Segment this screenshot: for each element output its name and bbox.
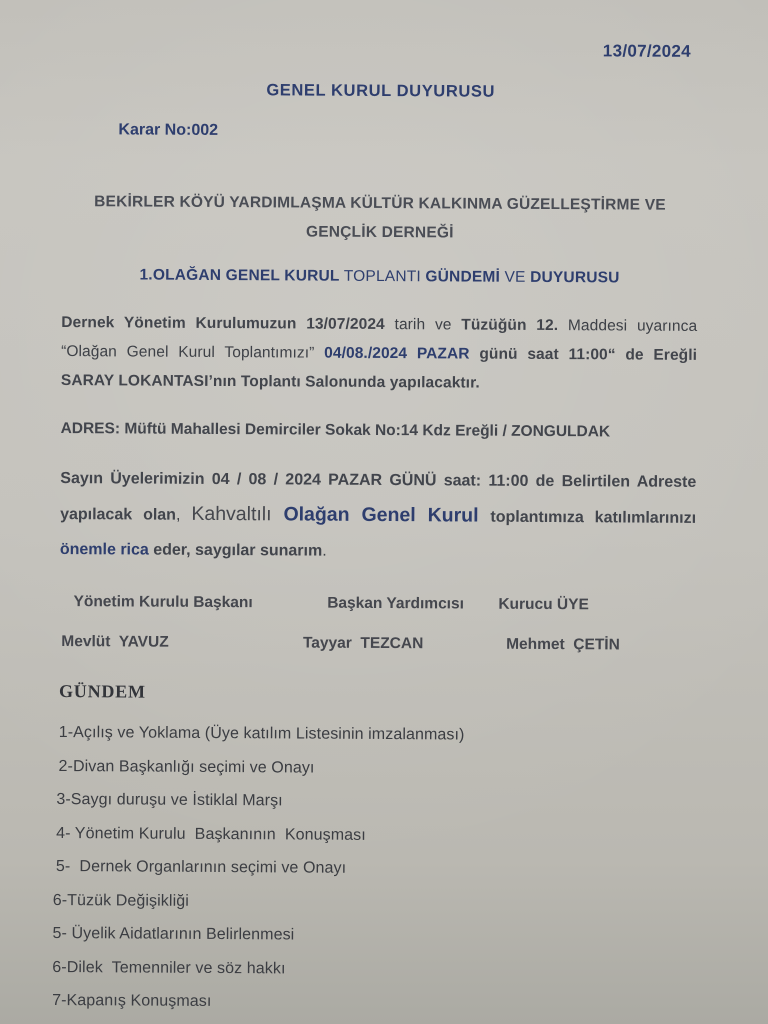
agenda-list	[52, 716, 695, 1021]
signature-column	[498, 596, 696, 655]
agenda-item: 4- Yönetim Kurulu Başkanının Konuşması	[56, 824, 366, 844]
agenda-item: 2-Divan Başkanlığı seçimi ve Onayı	[58, 757, 315, 777]
organization-name	[62, 187, 698, 249]
signature-column	[59, 593, 301, 652]
signatory-name: Mehmet ÇETİN	[506, 635, 620, 654]
agenda-heading: GÜNDEM	[58, 681, 146, 702]
signatory-name: Tayyar TEZCAN	[302, 634, 424, 653]
document-title: GENEL KURUL DUYURUSU	[266, 81, 496, 101]
signature-block	[59, 593, 695, 655]
agenda-item: 7-Kapanış Konuşması	[52, 991, 212, 1010]
document-date: 13/07/2024	[602, 41, 691, 61]
organization-name-line2: GENÇLİK DERNEĞİ	[305, 223, 454, 242]
signatory-title: Yönetim Kurulu Başkanı	[73, 593, 253, 612]
signatory-title: Kurucu ÜYE	[498, 595, 589, 614]
agenda-item: 3-Saygı duruşu ve İstiklal Marşı	[56, 791, 283, 810]
address-line: ADRES: Müftü Mahallesi Demirciler Sokak No:14 Kdz Ereğli / ZONGULDAK	[60, 420, 611, 441]
announcement-paragraph: Dernek Yönetim Kurulumuzun 13/07/2024 tarih ve Tüzüğün 12. Maddesi uyarınca “Olağan Genel Kurul Toplantımızı” 04/08./2024 PAZAR günü saat 11:00“ de Ereğli SARAY LOKANTASI’nın Toplantı Salonunda yapılacaktır.	[60, 314, 702, 392]
invitation-paragraph: Sayın Üyelerimizin 04 / 08 / 2024 PAZAR GÜNÜ saat: 11:00 de Belirtilen Adreste yapılacak olan, Kahvaltılı Olağan Genel Kurul toplantımıza katılımlarınızı önemle rica eder, saygılar sunarım.	[59, 470, 701, 560]
signature-column	[301, 595, 499, 654]
agenda-item: 6-Tüzük Değişikliği	[52, 891, 189, 910]
agenda-item: 5- Üyelik Aidatlarının Belirlenmesi	[52, 924, 295, 944]
signatory-title: Başkan Yardımcısı	[327, 594, 464, 613]
agenda-item: 6-Dilek Temenniler ve söz hakkı	[52, 958, 286, 977]
organization-name-line1: BEKİRLER KÖYÜ YARDIMLAŞMA KÜLTÜR KALKINMA GÜZELLEŞTİRME VE	[94, 193, 666, 214]
decision-number: Karar No:002	[118, 121, 219, 139]
meeting-subtitle: 1.OLAĞAN GENEL KURUL TOPLANTI GÜNDEMİ VE DUYURUSU	[139, 266, 620, 287]
agenda-item: 1-Açılış ve Yoklama (Üye katılım Listesinin imzalanması)	[58, 724, 465, 744]
signatory-name: Mevlüt YAVUZ	[61, 633, 169, 651]
agenda-item: 5- Dernek Organlarının seçimi ve Onayı	[55, 858, 347, 877]
